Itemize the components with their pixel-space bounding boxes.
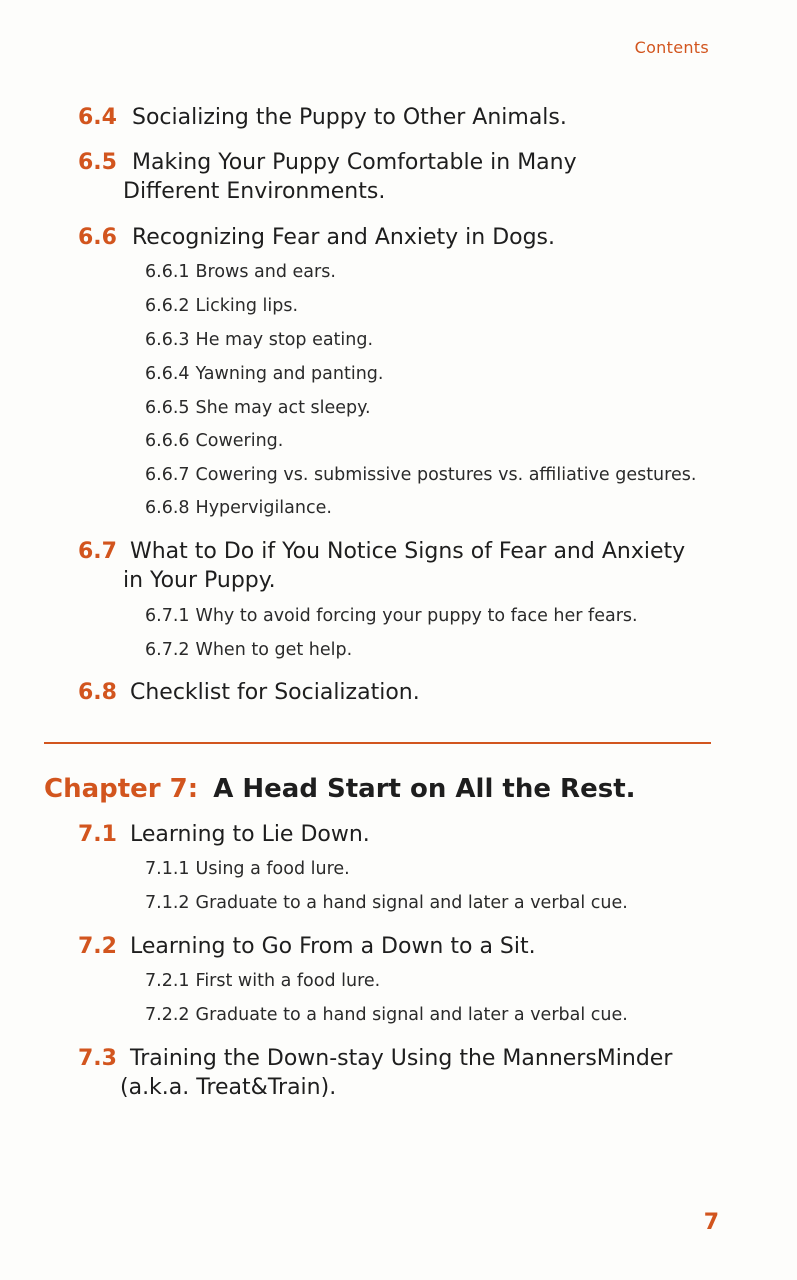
toc-section-7-2[interactable] xyxy=(78,932,536,961)
section-title-line-1: What to Do if You Notice Signs of Fear and Anxiety xyxy=(129,539,686,564)
subsection-number: 6.6.2 xyxy=(145,296,190,316)
subsection-title: He may stop eating. xyxy=(195,330,374,350)
subsection-number: 6.7.1 xyxy=(145,606,190,626)
subsection-number: 6.6.6 xyxy=(145,431,190,451)
toc-subsection-6-6-7[interactable] xyxy=(145,464,696,486)
section-number: 6.7 xyxy=(78,539,117,564)
section-title-line-2: in Your Puppy. xyxy=(123,568,276,593)
chapter-label: Chapter 7: xyxy=(44,774,199,804)
section-title-line-2: (a.k.a. Treat&Train). xyxy=(120,1075,337,1100)
chapter-heading[interactable] xyxy=(44,772,636,806)
subsection-number: 7.2.1 xyxy=(145,971,190,991)
toc-section-6-7[interactable] xyxy=(78,537,685,566)
toc-subsection-6-6-1[interactable] xyxy=(145,261,336,283)
toc-section-6-7-line-2 xyxy=(123,566,276,595)
running-header: Contents xyxy=(634,38,709,57)
toc-subsection-6-6-4[interactable] xyxy=(145,363,383,385)
subsection-number: 7.2.2 xyxy=(145,1005,190,1025)
subsection-title: Why to avoid forcing your puppy to face her fears. xyxy=(195,606,638,626)
subsection-title: Graduate to a hand signal and later a verbal cue. xyxy=(195,1005,628,1025)
subsection-title: Using a food lure. xyxy=(195,859,350,879)
section-title: Learning to Go From a Down to a Sit. xyxy=(129,934,536,959)
toc-subsection-7-1-1[interactable] xyxy=(145,858,350,880)
section-title: Recognizing Fear and Anxiety in Dogs. xyxy=(131,225,556,250)
section-title: Checklist for Socialization. xyxy=(129,680,420,705)
subsection-title: Hypervigilance. xyxy=(195,498,332,518)
toc-subsection-6-7-2[interactable] xyxy=(145,639,352,661)
section-number: 6.6 xyxy=(78,225,117,250)
section-title-line-2: Different Environments. xyxy=(123,179,386,204)
chapter-divider xyxy=(44,742,711,744)
toc-section-7-3[interactable] xyxy=(78,1044,672,1073)
section-number: 6.8 xyxy=(78,680,117,705)
section-title-line-1: Training the Down-stay Using the MannersMinder xyxy=(129,1046,673,1071)
toc-subsection-7-1-2[interactable] xyxy=(145,892,628,914)
toc-section-6-5-line-2 xyxy=(123,177,385,206)
subsection-title: When to get help. xyxy=(195,640,353,660)
chapter-title: A Head Start on All the Rest. xyxy=(213,774,636,804)
subsection-number: 6.6.3 xyxy=(145,330,190,350)
toc-section-6-8[interactable] xyxy=(78,678,420,707)
page-number: 7 xyxy=(703,1210,719,1235)
toc-section-7-3-line-2 xyxy=(120,1073,336,1102)
section-number: 6.4 xyxy=(78,105,117,130)
toc-section-6-4[interactable] xyxy=(78,103,567,132)
toc-section-6-6[interactable] xyxy=(78,223,555,252)
toc-subsection-7-2-2[interactable] xyxy=(145,1004,628,1026)
subsection-title: First with a food lure. xyxy=(195,971,381,991)
toc-subsection-6-6-3[interactable] xyxy=(145,329,373,351)
subsection-number: 6.6.7 xyxy=(145,465,190,485)
subsection-title: Licking lips. xyxy=(195,296,299,316)
subsection-number: 7.1.2 xyxy=(145,893,190,913)
subsection-title: She may act sleepy. xyxy=(195,398,371,418)
section-title: Learning to Lie Down. xyxy=(129,822,370,847)
section-number: 6.5 xyxy=(78,150,117,175)
toc-subsection-6-6-8[interactable] xyxy=(145,497,332,519)
toc-subsection-6-6-2[interactable] xyxy=(145,295,298,317)
toc-subsection-6-6-6[interactable] xyxy=(145,430,283,452)
subsection-number: 6.6.1 xyxy=(145,262,190,282)
subsection-title: Graduate to a hand signal and later a verbal cue. xyxy=(195,893,628,913)
subsection-number: 6.6.8 xyxy=(145,498,190,518)
subsection-number: 6.7.2 xyxy=(145,640,190,660)
section-number: 7.3 xyxy=(78,1046,117,1071)
section-number: 7.2 xyxy=(78,934,117,959)
subsection-title: Cowering vs. submissive postures vs. affiliative gestures. xyxy=(195,465,697,485)
toc-section-6-5[interactable] xyxy=(78,148,577,177)
subsection-number: 6.6.4 xyxy=(145,364,190,384)
subsection-title: Yawning and panting. xyxy=(195,364,384,384)
toc-section-7-1[interactable] xyxy=(78,820,370,849)
subsection-title: Cowering. xyxy=(195,431,284,451)
section-title: Socializing the Puppy to Other Animals. xyxy=(131,105,567,130)
section-number: 7.1 xyxy=(78,822,117,847)
toc-subsection-7-2-1[interactable] xyxy=(145,970,380,992)
toc-subsection-6-7-1[interactable] xyxy=(145,605,638,627)
subsection-title: Brows and ears. xyxy=(195,262,336,282)
toc-subsection-6-6-5[interactable] xyxy=(145,397,371,419)
section-title-line-1: Making Your Puppy Comfortable in Many xyxy=(131,150,577,175)
subsection-number: 7.1.1 xyxy=(145,859,190,879)
subsection-number: 6.6.5 xyxy=(145,398,190,418)
